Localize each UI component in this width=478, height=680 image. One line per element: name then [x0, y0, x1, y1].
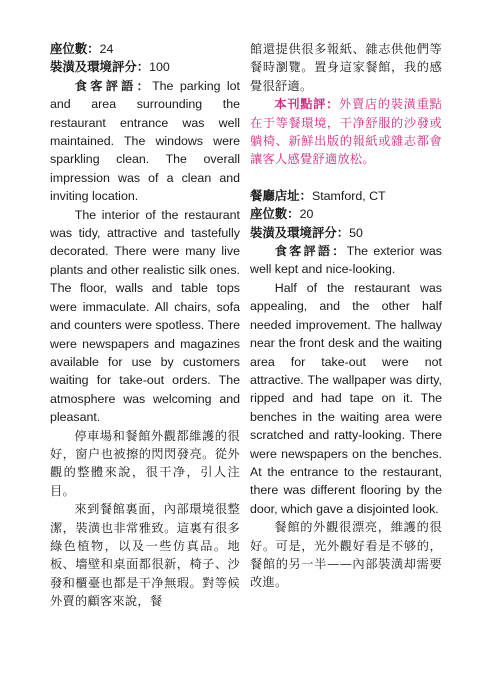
diner-comment-zh-continued: 館還提供很多報紙、雜志供他們等餐時瀏覽。置身這家餐館，我的感覺很舒適。 — [250, 42, 442, 93]
diner-comment-en-1-text: The parking lot and area surrounding the restaurant entrance was well maintained. The windows were sparkling clean. The overall impression was of a clean and inviting location. — [50, 78, 240, 204]
seats-line — [50, 40, 240, 58]
diner-comment-label-2: 食客評語： — [274, 244, 347, 259]
left-column — [50, 40, 240, 611]
seats-value: 24 — [99, 42, 114, 56]
diner-comment-en-1 — [50, 77, 240, 206]
address-value: Stamford, CT — [311, 188, 386, 203]
diner-comment-zh-1: 停車場和餐館外觀都維護的很好，窗户也被擦的閃閃發亮。從外觀的整體來說，很干净，引人注目。 — [50, 428, 240, 498]
diner-comment-label: 食客評語： — [74, 78, 153, 93]
diner-comment-2-zh-1: 餐館的外觀很漂亮，維護的很好。可是，光外觀好看是不够的，餐館的另一半——內部裝潢却需要改進。 — [250, 520, 442, 590]
editor-review-label: 本刊點評： — [274, 97, 340, 112]
seats-label: 座位數： — [50, 41, 100, 56]
right-column — [250, 40, 442, 592]
seats-label-2: 座位數： — [250, 206, 300, 222]
decor-score-value-2: 50 — [349, 225, 363, 240]
diner-comment-zh-2: 來到餐館裏面，內部環境很整潔，裝潢也非常雅致。這裏有很多綠色植物，以及一些仿真品。地板、墻壁和桌面都很新，椅子、沙發和櫃臺也都是干净無瑕。對等候外賣的顧客來說，餐 — [50, 502, 240, 609]
section-spacer — [250, 169, 442, 187]
editor-review — [250, 95, 442, 169]
diner-comment-en-2: The interior of the restaurant was tidy, attractive and tastefully decorated. There were many live plants and other realistic silk ones. The floor, walls and table tops were immaculate. All chairs, sofa and counters were spotless. There were newspapers and magazines available for use by customers waiting for take-out orders. The atmosphere was welcoming and pleasant. — [50, 207, 240, 425]
diner-comment-2-en-1-text: The exterior was well kept and nice-looking. — [250, 244, 443, 277]
decor-score-line-2 — [250, 224, 442, 242]
decor-score-label: 裝潢及環境評分： — [50, 59, 150, 75]
editor-review-text: 外賣店的裝潢重點在于等餐環境，干净舒服的沙發或躺椅、新鮮出版的報紙或雜志都會讓客人感覺舒適放松。 — [250, 97, 443, 167]
seats-line-2 — [250, 205, 442, 223]
decor-score-value: 100 — [149, 60, 170, 75]
address-line — [250, 187, 442, 205]
diner-comment-2-en-2: Half of the restaurant was appealing, and the other half needed improvement. The hallway near the front desk and the waiting area for take-out were not attractive. The wallpaper was dirty, ripped and had tape on it. The benches in the waiting area were scratched and ratty-looking. There were newspapers on the benches. At the entrance to the restaurant, there was different flooring by the door, which gave a disjointed look. — [250, 280, 442, 516]
address-label: 餐廳店址： — [250, 187, 312, 203]
seats-value-2: 20 — [299, 207, 314, 222]
decor-score-label-2: 裝潢及環境評分： — [250, 224, 350, 240]
diner-comment-2-en-1 — [250, 242, 442, 279]
decor-score-line — [50, 58, 240, 76]
